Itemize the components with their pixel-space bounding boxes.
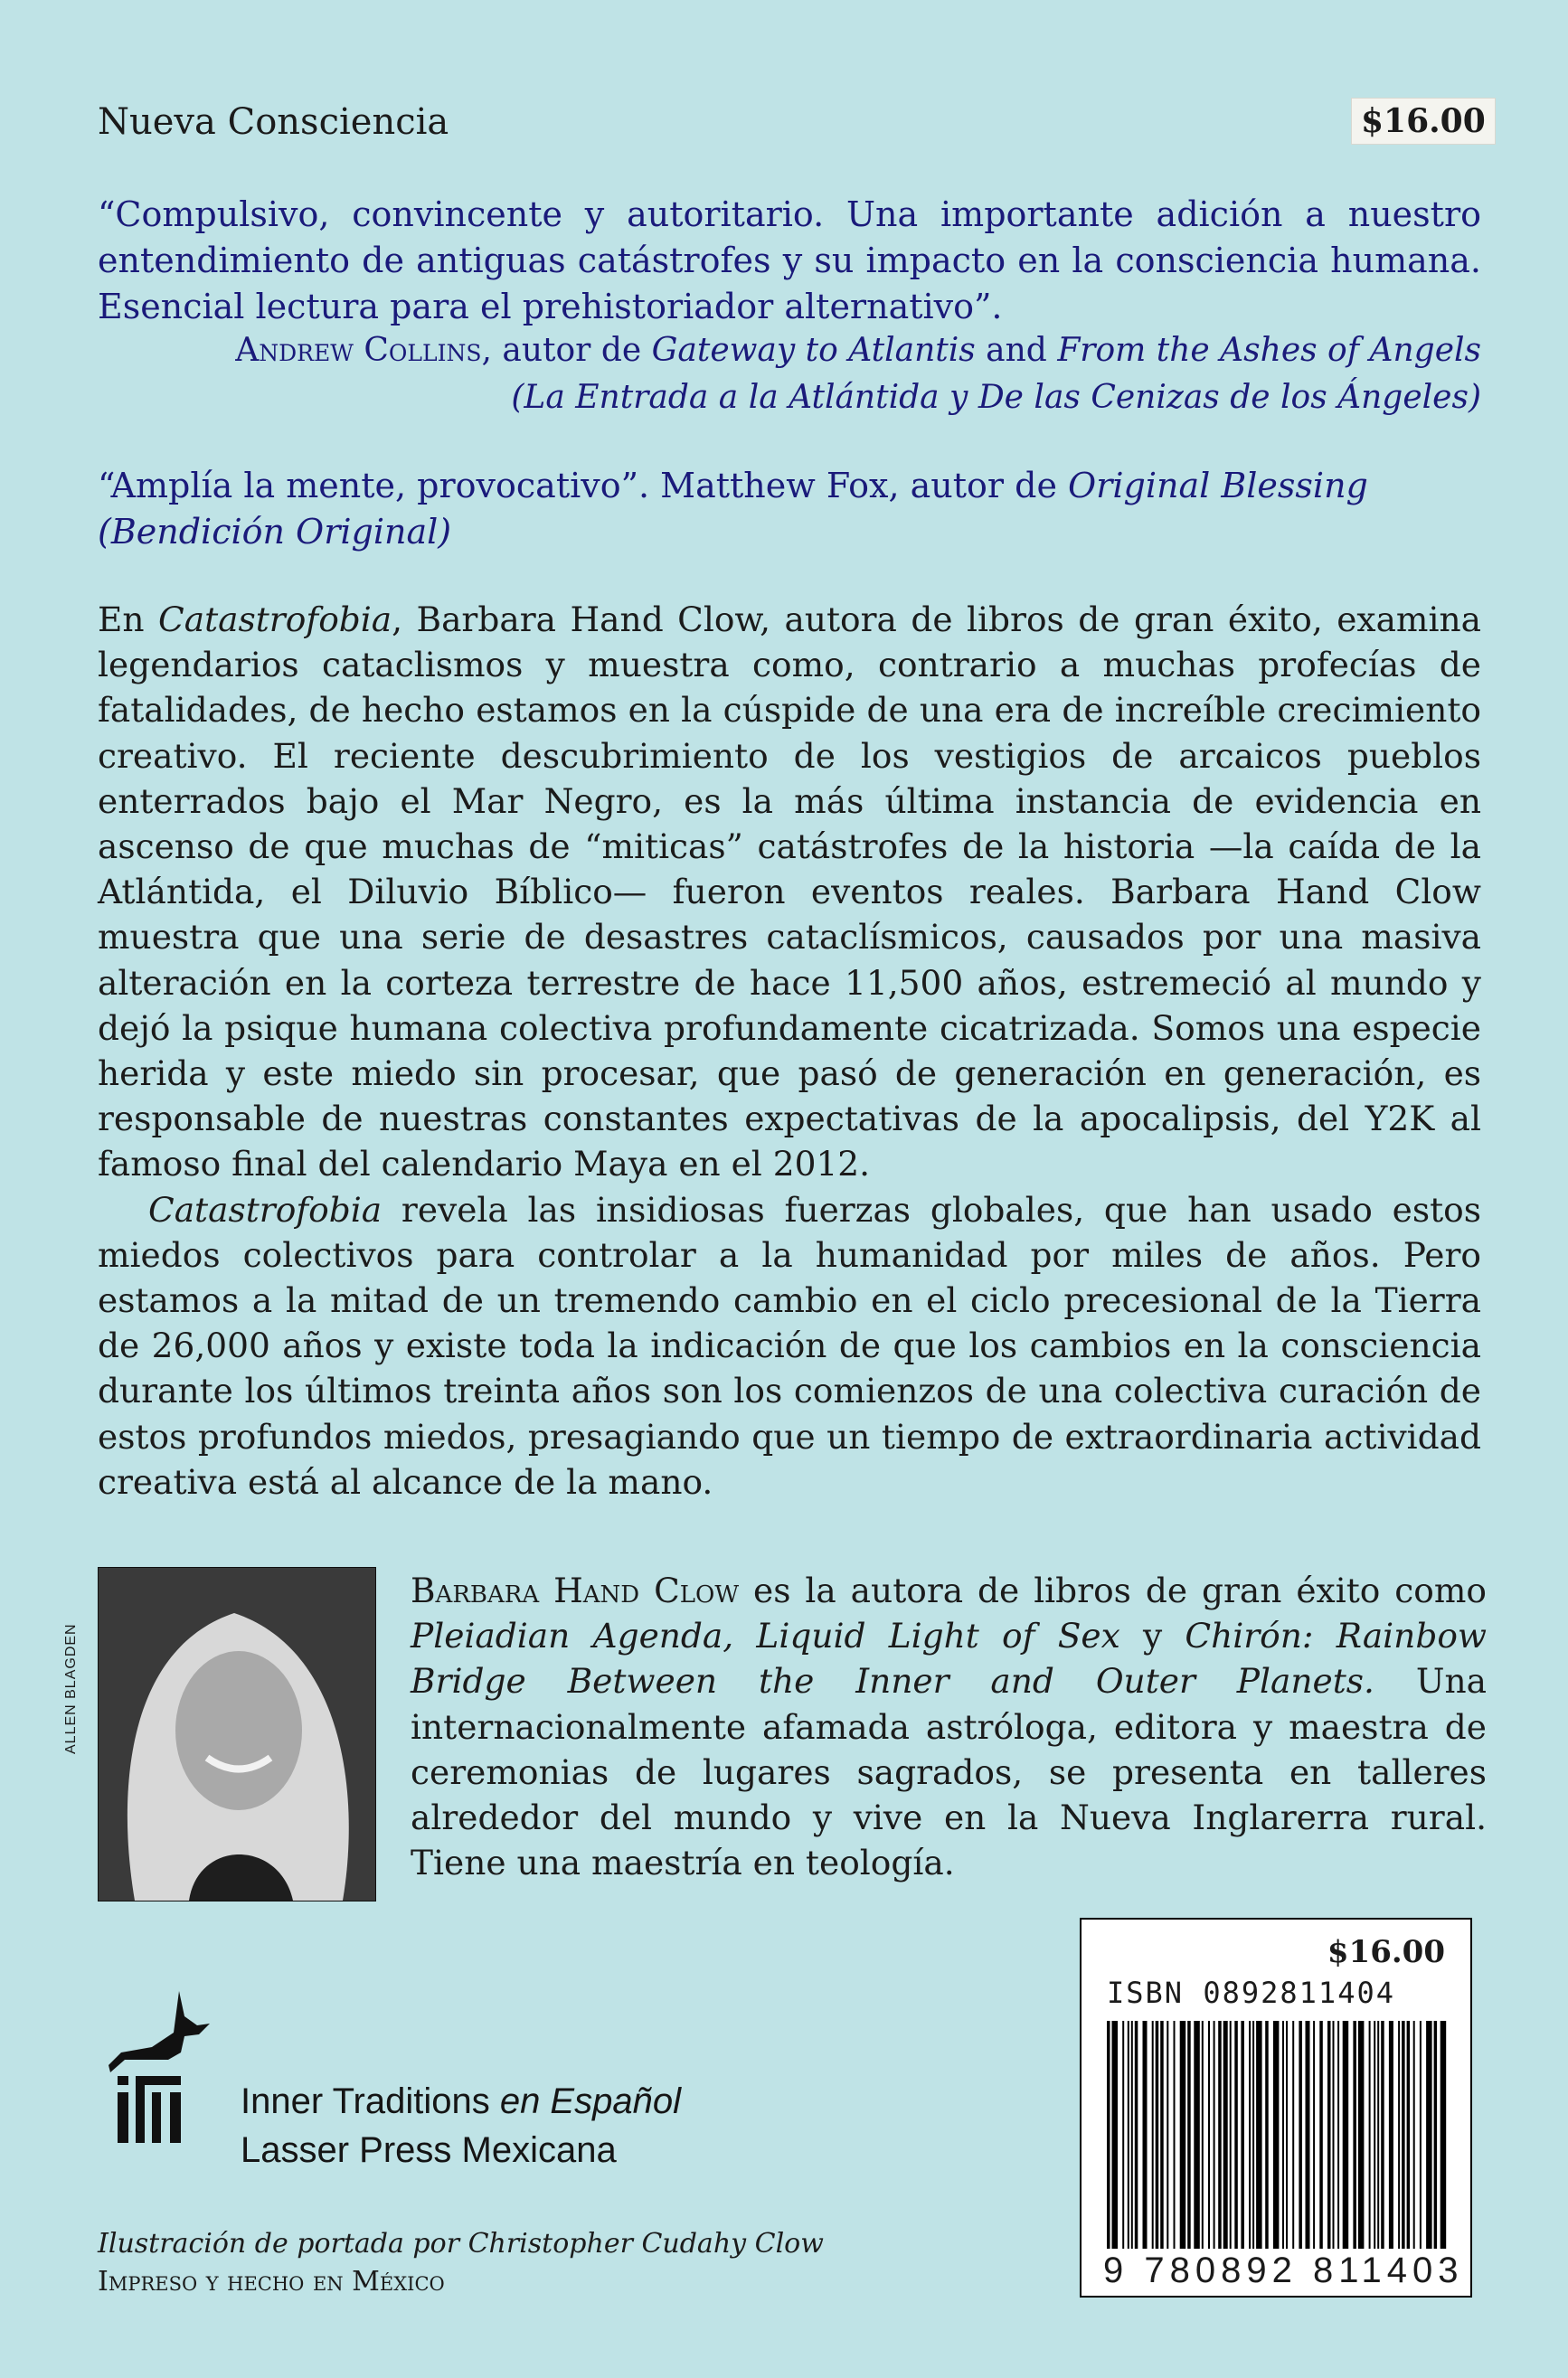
barcode-bar: [1299, 2021, 1302, 2249]
price-tag: $16.00: [1351, 98, 1496, 145]
barcode-bar: [1333, 2021, 1335, 2249]
barcode-bar: [1218, 2021, 1222, 2249]
barcode-bar: [1241, 2021, 1244, 2249]
barcode-bar: [1208, 2021, 1210, 2249]
publisher-text-italic: en Español: [499, 2081, 681, 2121]
description-paragraph-2: [98, 1187, 1481, 1505]
reviewer-name: Andrew Collins: [235, 332, 482, 369]
barcode-bar: [1160, 2021, 1164, 2249]
barcode-bar: [1377, 2021, 1379, 2249]
barcode-bar: [1187, 2021, 1191, 2249]
review-quote-1: “Compulsivo, convincente y autoritario. Una importante adición a nuestro entendimiento de antiguas catástrofes y su impacto en la consciencia humana. Esencial lectura para el prehistoriador alternativo”.: [98, 194, 1481, 326]
barcode-bar: [1374, 2021, 1375, 2249]
barcode-bar: [1252, 2021, 1254, 2249]
barcode-bar: [1135, 2021, 1138, 2249]
barcode-bar: [1143, 2021, 1148, 2249]
barcode-bar: [1426, 2021, 1432, 2249]
book-title: Chirón: Rainbow Bridge Between the Inner and Outer Planets.: [411, 1616, 1487, 1702]
publisher-text: Inner Traditions: [241, 2081, 500, 2121]
barcode-bar: [1440, 2021, 1447, 2249]
barcode-bar: [1194, 2021, 1200, 2249]
barcode-bar: [1337, 2021, 1339, 2249]
barcode-bar: [1413, 2021, 1415, 2249]
barcode-bar: [1306, 2021, 1310, 2249]
barcode-bar: [1286, 2021, 1288, 2249]
publisher-name: [241, 2077, 681, 2175]
barcode-bar: [1223, 2021, 1228, 2249]
attribution-text: and: [975, 332, 1058, 369]
barcode-bar: [1282, 2021, 1284, 2249]
barcode-bar: [1381, 2021, 1384, 2249]
barcode-bar: [1156, 2021, 1159, 2249]
quote-text: “Amplía la mente, provocativo”. Matthew Fox, autor de: [98, 466, 1069, 505]
book-title: Pleiadian Agenda, Liquid Light of Sex: [411, 1616, 1120, 1656]
barcode-bar: [1358, 2021, 1365, 2249]
barcode-bar: [1180, 2021, 1186, 2249]
book-title: From the Ashes of Angels: [1057, 332, 1481, 369]
barcode-bar: [1174, 2021, 1176, 2249]
barcode-bar: [1319, 2021, 1323, 2249]
paragraph-text: , Barbara Hand Clow, autora de libros de gran éxito, examina legendarios cataclismos y muestra como, contrario a muchas profecías de fatalidades, de hecho estamos en la cúspide de una era de increíble crecimiento creativo. El reciente descubrimiento de los vestigios de arcaicos pueblos enterrados bajo el Mar Negro, es la más última instancia de evidencia en ascenso de que muchas de “miticas” catástrofes de la historia —la caída de la Atlántida, el Diluvio Bíblico— fueron eventos reales. Barbara Hand Clow muestra que una serie de desastres cataclísmicos, causados por una masiva alteración en la corteza terrestre de hace 11,500 años, estremeció al mundo y dejó la psique humana colectiva profundamente cicatrizada. Somos una especie herida y este miedo sin procesar, que pasó de generación en generación, es responsable de nuestras constantes expectativas de la apocalipsis, del Y2K al famoso final del calendario Maya en el 2012.: [98, 599, 1481, 1184]
barcode-bar: [1128, 2021, 1129, 2249]
barcode-bar: [1122, 2021, 1124, 2249]
bio-text: y: [1119, 1616, 1185, 1656]
barcode-bar: [1292, 2021, 1294, 2249]
barcode-bar: [1353, 2021, 1356, 2249]
print-origin: Impreso y hecho en México: [98, 2266, 445, 2298]
author-bio: [411, 1568, 1487, 1885]
barcode-bar: [1249, 2021, 1251, 2249]
bio-text: Una internacionalmente afamada astróloga, editora y maestra de ceremonias de lugares sagrados, se presenta en talleres alrededor del mundo y vive en la Nueva Inglarerra rural. Tiene una maestría en teología.: [411, 1661, 1487, 1883]
iti-jackal-logo-icon: [98, 1989, 233, 2152]
publisher-line-2: Lasser Press Mexicana: [241, 2130, 617, 2170]
barcode-bar: [1343, 2021, 1349, 2249]
category-label: Nueva Consciencia: [98, 101, 449, 143]
paragraph-text: En: [98, 599, 159, 639]
barcode-bar: [1398, 2021, 1400, 2249]
barcode-bar: [1202, 2021, 1204, 2249]
barcode-bar: [1112, 2021, 1119, 2249]
illustration-credit: Ilustración de portada por Christopher Cudahy Clow: [98, 2228, 824, 2260]
book-title: Gateway to Atlantis: [651, 332, 976, 369]
paragraph-text: revela las insidiosas fuerzas globales, que han usado estos miedos colectivos para controlar a la humanidad por miles de años. Pero estamos a la mitad de un tremendo cambio en el ciclo precesional de la Tierra de 26,000 años y existe toda la indicación de que los cambios en la consciencia durante los últimos treinta años son los comienzos de una colectiva curación de estos profundos miedos, presagiando que un tiempo de extraordinaria actividad creativa está al alcance de la mano.: [98, 1189, 1481, 1502]
barcode-bar: [1107, 2021, 1110, 2249]
barcode-bar: [1407, 2021, 1411, 2249]
bio-text: es la autora de libros de gran éxito como: [739, 1571, 1487, 1610]
barcode-bar: [1167, 2021, 1168, 2249]
barcode-bar: [1420, 2021, 1422, 2249]
barcode-bars: [1103, 2021, 1449, 2249]
author-photo: [98, 1567, 376, 1901]
book-description: [98, 597, 1481, 1505]
review-quote-2: [98, 463, 1481, 555]
barcode-price: $16.00: [1327, 1934, 1445, 1970]
review-attribution-1: [34, 327, 1481, 374]
isbn-barcode: [1080, 1918, 1472, 2298]
publisher-logo-icon: [98, 1989, 233, 2152]
barcode-bar: [1152, 2021, 1154, 2249]
barcode-bar: [1234, 2021, 1238, 2249]
barcode-bar: [1402, 2021, 1405, 2249]
barcode-bar: [1369, 2021, 1371, 2249]
author-portrait-image: [99, 1568, 375, 1901]
author-name: Barbara Hand Clow: [411, 1571, 740, 1610]
barcode-bar: [1256, 2021, 1262, 2249]
review-attribution-translation: (La Entrada a la Atlántida y De las Cenizas de los Ángeles): [511, 379, 1481, 416]
barcode-bar: [1313, 2021, 1315, 2249]
barcode-digits: 9 780892 811403: [1103, 2251, 1464, 2290]
publisher-line-1: [241, 2077, 681, 2126]
book-title: Catastrofobia: [148, 1189, 383, 1230]
attribution-text: , autor de: [481, 332, 652, 369]
barcode-bar: [1389, 2021, 1393, 2249]
book-title: Catastrofobia: [158, 599, 392, 639]
barcode-bar: [1273, 2021, 1280, 2249]
barcode-bar: [1265, 2021, 1269, 2249]
description-paragraph-1: [98, 597, 1481, 1187]
book-title: Original Blessing: [1068, 466, 1368, 505]
barcode-bar: [1327, 2021, 1331, 2249]
book-title-translation: (Bendición Original): [98, 512, 452, 552]
photo-credit: ALLEN BLAGDEN: [63, 1623, 79, 1754]
barcode-bar: [1230, 2021, 1232, 2249]
barcode-bar: [1131, 2021, 1133, 2249]
barcode-bar: [1214, 2021, 1215, 2249]
barcode-bar: [1434, 2021, 1438, 2249]
isbn-number: ISBN 0892811404: [1107, 1976, 1395, 2010]
